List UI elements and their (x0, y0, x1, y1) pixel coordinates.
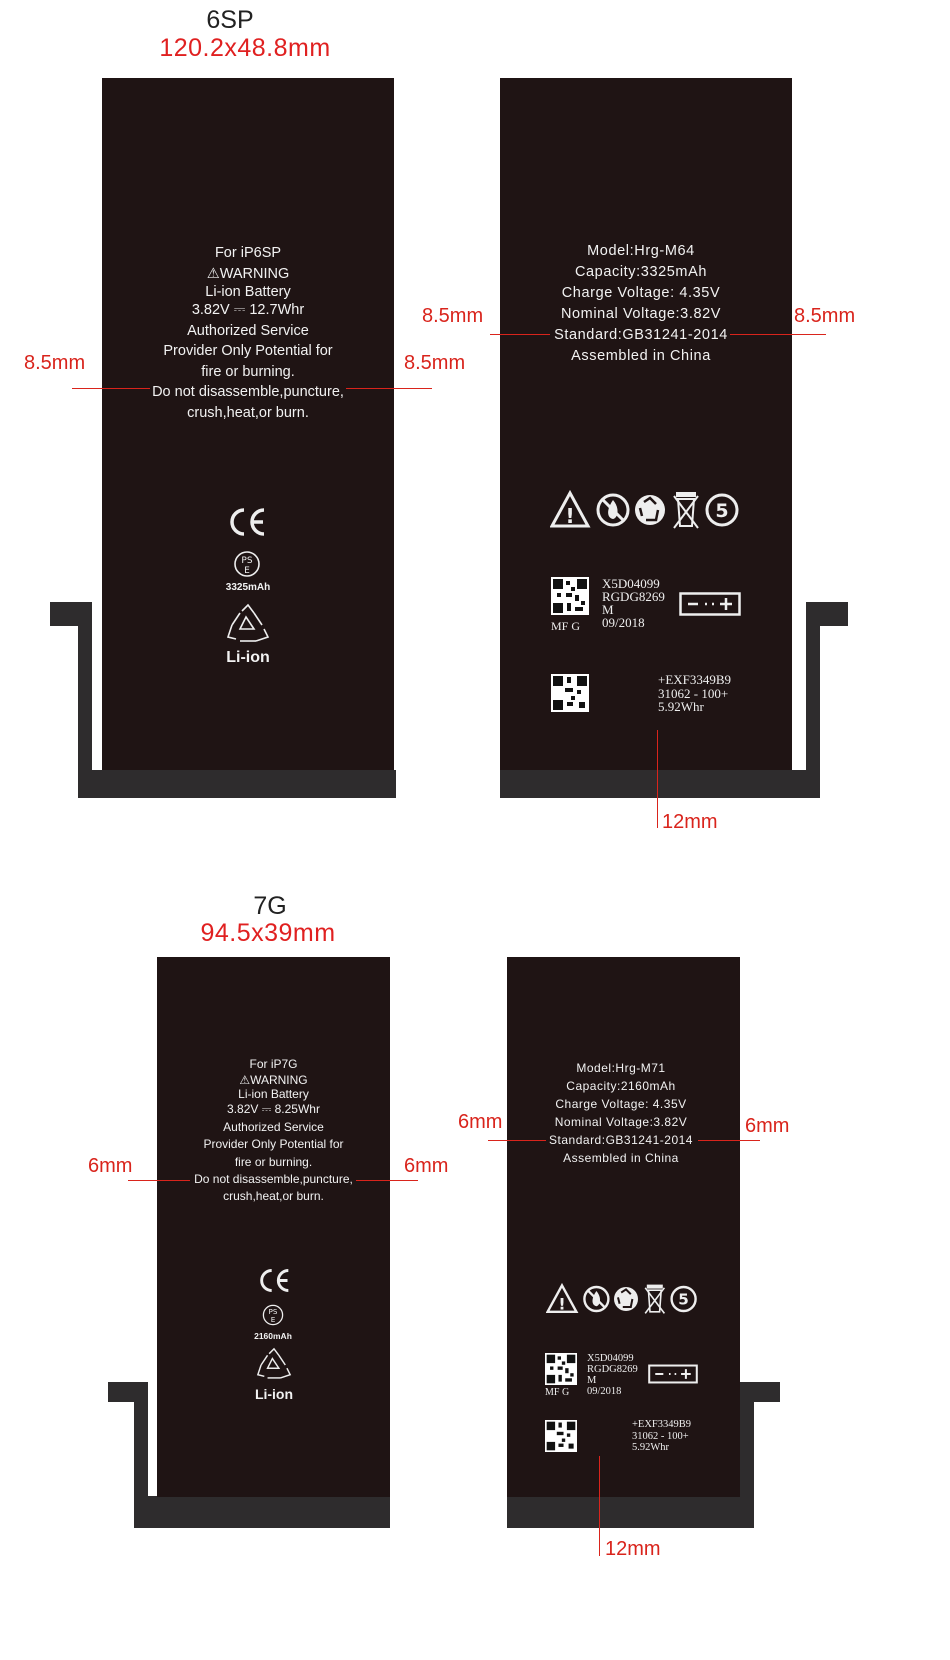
margin-left-label: 8.5mm (24, 352, 86, 374)
back-label-text-7g: Model:Hrg-M71 Capacity:2160mAh Charge Voltage: 4.35V Nominal Voltage:3.82V Standard:GB31241-2014 Assembled in China (549, 1061, 693, 1165)
warning-icon (552, 493, 588, 528)
warning-triangle-icon: ⚠ (206, 265, 220, 282)
margin-right-label: 8.5mm (404, 352, 466, 374)
margin-left-line (72, 388, 150, 389)
margin-right-line-back-7g (698, 1140, 760, 1141)
margin-left-line-back-7g (488, 1140, 546, 1141)
code-block-1: X5D04099 RGDG8269 M 09/2018 (602, 576, 665, 630)
warning-line-7g: ⚠WARNING (239, 1073, 308, 1088)
margin-right-line-7g (356, 1180, 418, 1181)
battery-polarity-icon (679, 592, 741, 616)
tray-left-tab-7g (108, 1382, 134, 1402)
qr-code-icon-2 (551, 674, 589, 712)
five-year-icon-7g (672, 1287, 696, 1311)
margin-right-line-back (730, 334, 826, 335)
margin-left-label-7g: 6mm (88, 1155, 133, 1177)
no-fire-icon-7g (584, 1287, 608, 1311)
svg-text:PS: PS (241, 556, 253, 566)
no-fire-icon (598, 495, 628, 525)
back-label-text: Model:Hrg-M64 Capacity:3325mAh Charge Voltage: 4.35V Nominal Voltage:3.82V Standard:GB31241-2014 Assembled in China (554, 243, 728, 364)
pse-capacity: 3325mAh (225, 582, 271, 593)
front-label-text-7g: For iP7G ⚠WARNING Li-ion Battery 3.82V ⎓ 8.25Whr Authorized Service Provider Only Potential for fire or burning. Do not disassemble,puncture, crush,heat,or burn. (157, 1056, 390, 1206)
margin-left-label-back: 8.5mm (422, 305, 484, 327)
margin-left-label-back-7g: 6mm (458, 1111, 503, 1133)
model-size-7g: 94.5x39mm (200, 919, 336, 947)
model-size-6sp: 120.2x48.8mm (159, 34, 331, 62)
margin-left-line-back (490, 334, 550, 335)
tray-right-arm (806, 602, 820, 798)
no-trash-bin-icon-7g (645, 1285, 664, 1314)
svg-text:5: 5 (678, 1290, 689, 1309)
no-trash-bin-icon (674, 492, 698, 528)
battery-front-7g (157, 957, 390, 1497)
tray-bottom-7g (134, 1496, 390, 1528)
chem-label: Li-ion (226, 649, 270, 666)
ce-mark-icon (228, 507, 268, 537)
recycle-symbol-icon-7g (614, 1287, 638, 1311)
warning-line: ⚠WARNING (206, 265, 290, 282)
recycle-icon-7g (253, 1347, 295, 1383)
tray-right-tab (820, 602, 848, 626)
tray-bottom (78, 770, 396, 798)
battery-back-7g (507, 957, 740, 1497)
svg-text:!: ! (565, 504, 575, 528)
safety-icons-row (550, 490, 745, 530)
margin-bottom-line (657, 730, 658, 828)
pse-mark-icon-7g (261, 1302, 285, 1328)
margin-bottom-line-7g (599, 1456, 600, 1556)
warning-triangle-icon-7g: ⚠ (239, 1073, 251, 1088)
recycle-symbol-icon (635, 495, 665, 525)
tray-bottom-back (500, 770, 820, 798)
code-block-2-7g: +EXF3349B9 31062 - 100+ 5.92Whr (632, 1419, 692, 1453)
code-block-2: +EXF3349B9 31062 - 100+ 5.92Whr (658, 672, 732, 714)
svg-text:!: ! (558, 1294, 566, 1314)
ce-mark-icon-7g (258, 1268, 292, 1293)
margin-right-line (346, 388, 432, 389)
model-title-6sp: 6SP (206, 6, 254, 34)
model-title-7g: 7G (253, 892, 287, 920)
tray-bottom-back-7g (507, 1496, 754, 1528)
code-block-1-7g: X5D04099 RGDG8269 M 09/2018 (587, 1353, 638, 1397)
margin-left-line-7g (128, 1180, 190, 1181)
mf-label-7g: MF G (545, 1387, 570, 1398)
chem-label-7g: Li-ion (254, 1386, 294, 1402)
margin-right-label-back: 8.5mm (794, 305, 856, 327)
recycle-icon (222, 603, 274, 647)
margin-right-label-back-7g: 6mm (745, 1115, 790, 1137)
margin-bottom-label: 12mm (662, 811, 718, 833)
mf-label: MF G (551, 619, 581, 633)
five-year-icon (707, 495, 737, 525)
safety-icons-row-7g (546, 1283, 702, 1315)
warning-icon-7g (548, 1285, 577, 1313)
svg-text:E: E (244, 566, 250, 576)
svg-text:PS: PS (268, 1307, 278, 1317)
qr-code-icon (551, 577, 589, 615)
battery-polarity-icon-7g (648, 1364, 698, 1384)
pse-capacity-7g: 2160mAh (254, 1331, 292, 1341)
margin-bottom-label-7g: 12mm (605, 1538, 661, 1560)
svg-text:5: 5 (715, 500, 729, 522)
battery-back-6sp (500, 78, 792, 770)
qr-code-icon-7g (545, 1353, 577, 1385)
tray-left-tab (50, 602, 78, 626)
qr-code-icon-2-7g (545, 1420, 577, 1452)
tray-right-tab-7g (752, 1382, 780, 1402)
front-label-text: For iP6SP ⚠WARNING Li-ion Battery 3.82V ⎓ 12.7Whr Authorized Service Provider Only Potential for fire or burning. Do not disassemble,puncture, crush,heat,or burn. (102, 243, 394, 423)
pse-mark-icon (232, 548, 262, 580)
margin-right-label-7g: 6mm (404, 1155, 449, 1177)
svg-text:E: E (270, 1315, 276, 1325)
tray-left-arm (78, 602, 92, 798)
